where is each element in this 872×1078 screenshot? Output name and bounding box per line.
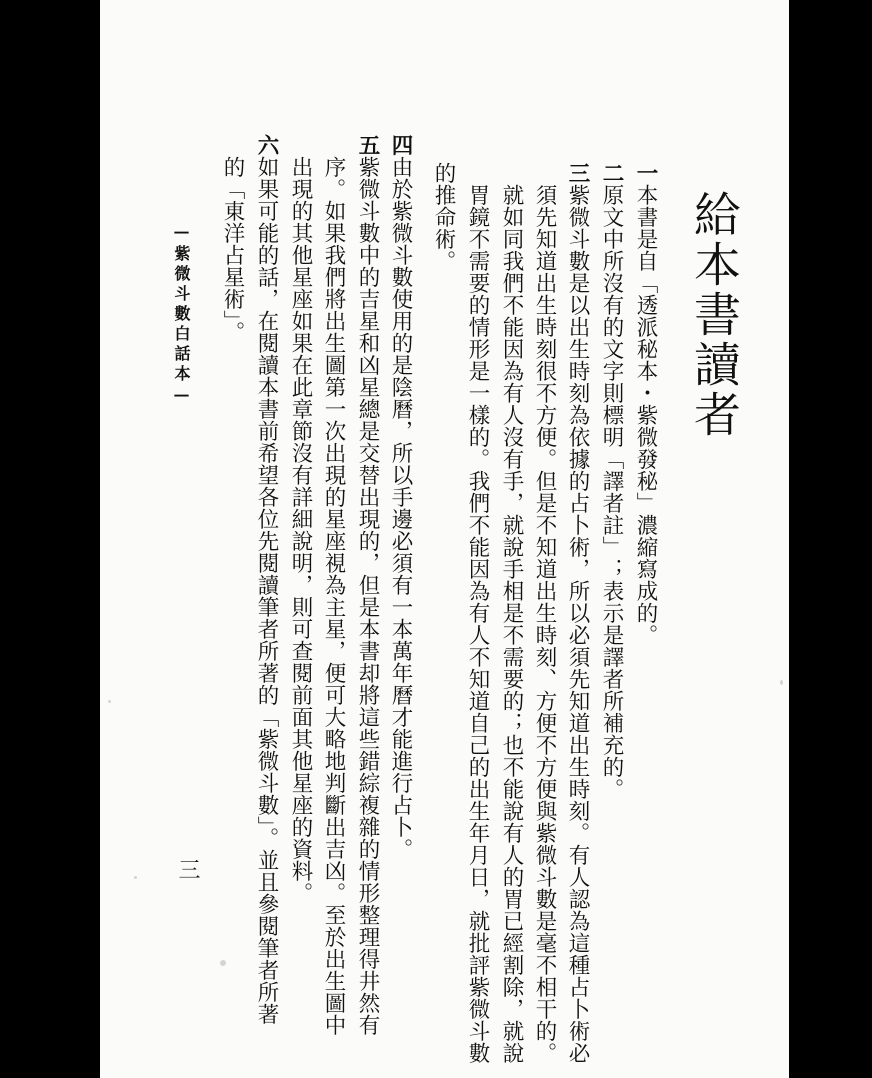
scan-speck [220,960,226,966]
paragraph-3-line-2: 須先知道出生時刻很不方便。但是不知道出生時刻、方便不方便與紫微斗數是毫不相干的。 [532,184,557,1064]
book-footer: —紫微斗數白話本— [172,222,191,408]
scan-speck [108,700,111,703]
paragraph-6-number: 六 [254,134,279,156]
paragraph-1-text: 本書是自「透派秘本・紫微發秘」濃縮寫成的。 [633,184,658,646]
paragraph-5-text-1: 紫微斗數中的吉星和凶星總是交替出現的，但是本書却將這些錯綜複雜的情形整理得井然有 [355,156,380,1036]
paragraph-3-line-1 [567,162,589,1064]
paragraph-5-line-2: 序。如果我們將出生圖第一次出現的星座視為主星，便可大略地判斷出吉凶。至於出生圖中 [321,156,346,1036]
paragraph-6-text-1: 如果可能的話，在閱讀本書前希望各位先閱讀筆者所著的「紫微斗數」。並且參閱筆者所著 [254,156,279,1026]
paragraph-6-line-2: 的「東洋占星術」。 [220,156,245,344]
paragraph-5-line-1 [357,134,379,1036]
scan-speck [134,876,137,879]
paragraph-2-line-1 [601,162,623,800]
book-page [100,0,789,1078]
paragraph-3-line-5: 的推命術。 [431,162,456,272]
page-number: 三 [175,858,200,880]
paragraph-5-number: 五 [355,134,380,156]
paragraph-3-number: 三 [565,162,590,184]
paragraph-4-number: 四 [388,134,413,156]
scan-speck [780,680,783,685]
paragraph-1-line-1 [635,162,657,646]
paragraph-2-number: 二 [599,162,624,184]
paragraph-3-line-4: 胃鏡不需要的情形是一樣的。我們不能因為有人不知道自己的出生年月日，就批評紫微斗數 [465,184,490,1064]
paragraph-3-text-1: 紫微斗數是以出生時刻為依據的占卜術，所以必須先知道出生時刻。有人認為這種占卜術必 [565,184,590,1064]
paragraph-2-text: 原文中所沒有的文字則標明「譯者註」；表示是譯者所補充的。 [599,184,624,800]
paragraph-4-line-1 [390,134,412,860]
paragraph-6-line-1 [256,134,278,1025]
paragraph-3-line-3: 就如同我們不能因為有人沒有手，就說手相是不需要的；也不能說有人的胃已經割除，就說 [499,184,524,1064]
paragraph-5-line-3: 出現的其他星座如果在此章節沒有詳細說明，則可查閱前面其他星座的資料。 [288,156,313,904]
paragraph-4-text: 由於紫微斗數使用的是陰曆，所以手邊必須有一本萬年曆才能進行占卜。 [388,156,413,860]
paragraph-1-number: 一 [633,162,658,184]
page-title: 給本書讀者 [686,190,741,440]
